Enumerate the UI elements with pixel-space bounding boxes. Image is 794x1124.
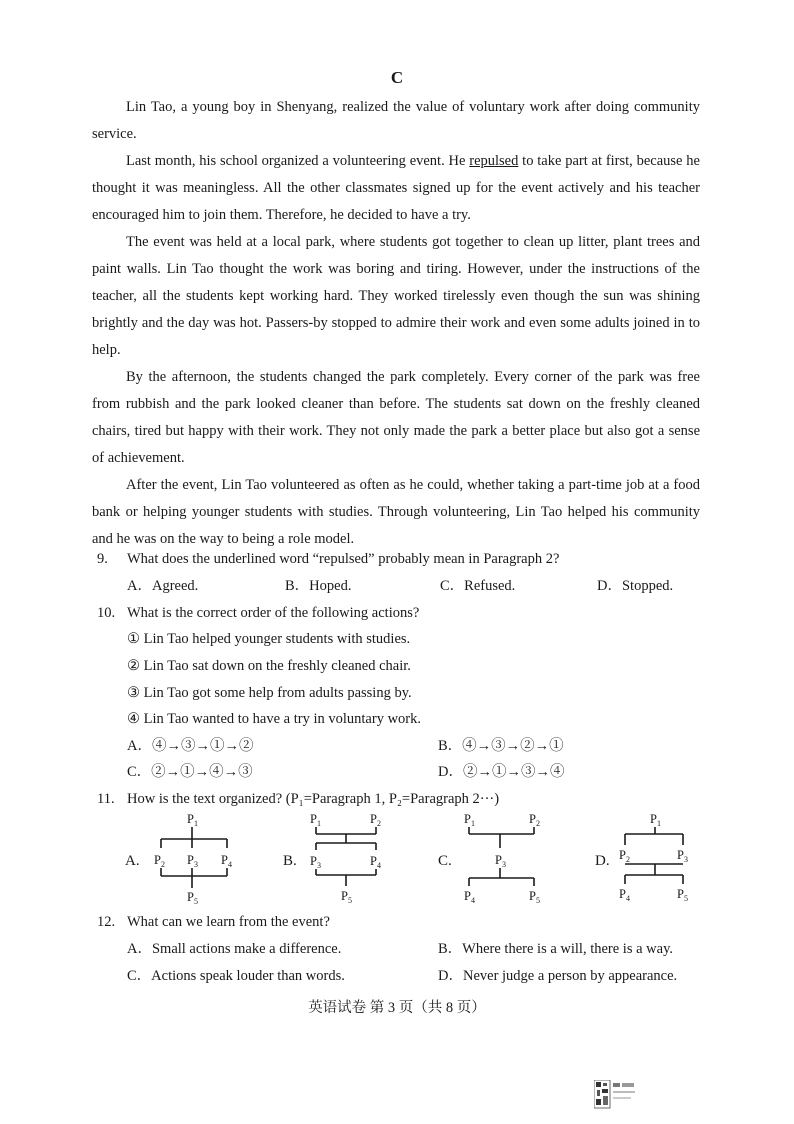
diagram-b-p4: $P_4$ (370, 854, 381, 870)
option-d[interactable]: D．Never judge a person by appearance. (438, 968, 678, 984)
option-d[interactable]: D．Stopped. (597, 578, 674, 594)
question-10 (97, 600, 697, 627)
diagram-d-p4: $P_4$ (619, 887, 630, 903)
action-item-2: ② Lin Tao sat down on the freshly cleaned chair. (127, 658, 411, 674)
question-number: 11. (97, 791, 115, 807)
action-item-4: ④ Lin Tao wanted to have a try in voluntary work. (127, 711, 421, 727)
option-a[interactable]: A．Agreed. (127, 578, 199, 594)
paragraph-2-after: to take part at first, because he thought it was meaningless. All the other classmates signed up for the event actively and his teacher encouraged him to join them. Therefore, he decided to have a try. (92, 153, 700, 223)
diagram-d-p3: $P_3$ (677, 848, 688, 864)
option-a[interactable]: A．④→③→①→② (127, 738, 254, 754)
diagram-b-p5: $P_5$ (341, 889, 352, 905)
diagram-b-p3: $P_3$ (310, 854, 321, 870)
diagram-a-p5: $P_5$ (187, 890, 198, 906)
page-footer: 英语试卷 第 3 页（共 8 页） (308, 1000, 486, 1016)
paragraph-2 (92, 148, 700, 229)
diagram-d (625, 827, 683, 884)
paragraph-4: By the afternoon, the students changed the park completely. Every corner of the park was free from rubbish and the park looked cleaner than before. The students sat down on the freshly cleaned chairs, tired but happy with their work. They not only made the park a better place but also got a sense of achievement. (92, 369, 700, 466)
question-text: What can we learn from the event? (127, 914, 330, 930)
paragraph-5: After the event, Lin Tao volunteered as often as he could, whether taking a part-time job at a food bank or helping younger students with studies. Through volunteering, Lin Tao helped his community and he was on the way to being a role model. (92, 477, 700, 547)
diagrams-svg (120, 812, 710, 907)
option-c[interactable]: C．②→①→④→③ (127, 764, 253, 780)
underlined-word: repulsed (469, 153, 519, 169)
question-number: 12. (97, 914, 116, 930)
reading-passage (92, 94, 700, 553)
action-item-3: ③ Lin Tao got some help from adults passing by. (127, 685, 412, 701)
question-11 (97, 786, 697, 813)
diagram-c-p2: $P_2$ (529, 812, 540, 828)
diagram-d-p5: $P_5$ (677, 887, 688, 903)
option-b[interactable]: B．Hoped. (285, 578, 352, 594)
option-b[interactable]: B．Where there is a will, there is a way. (438, 941, 674, 957)
option-a[interactable]: A．Small actions make a difference. (127, 941, 342, 957)
diagram-c-p5: $P_5$ (529, 889, 540, 905)
option-c-letter[interactable]: C. (438, 853, 452, 869)
diagram-a-p1: $P_1$ (187, 812, 198, 828)
action-item-1: ① Lin Tao helped younger students with studies. (127, 631, 411, 647)
diagram-b (316, 827, 376, 886)
diagram-c-p1: $P_1$ (464, 812, 475, 828)
paragraph-1: Lin Tao, a young boy in Shenyang, realized the value of voluntary work after doing community service. (92, 99, 700, 142)
qr-code-icon (594, 1080, 638, 1110)
diagram-d-p2: $P_2$ (619, 848, 630, 864)
diagram-a (161, 827, 227, 888)
diagram-c-p4: $P_4$ (464, 889, 475, 905)
question-text: What does the underlined word “repulsed” probably mean in Paragraph 2? (127, 551, 560, 567)
option-d[interactable]: D．②→①→③→④ (438, 764, 565, 780)
paragraph-2-before: Last month, his school organized a volunteering event. He (126, 153, 470, 169)
option-b[interactable]: B．④→③→②→① (438, 738, 564, 754)
option-d-letter[interactable]: D. (595, 853, 610, 869)
option-a-letter[interactable]: A. (125, 853, 140, 869)
diagram-a-p4: $P_4$ (221, 853, 232, 869)
option-b-letter[interactable]: B. (283, 853, 297, 869)
question-9 (97, 546, 697, 573)
section-title: C (390, 68, 404, 87)
diagram-a-p3: $P_3$ (187, 853, 198, 869)
structure-diagrams (120, 812, 710, 907)
option-c[interactable]: C．Refused. (440, 578, 516, 594)
question-number: 10. (97, 605, 116, 621)
diagram-c-p3: $P_3$ (495, 853, 506, 869)
diagram-a-p2: $P_2$ (154, 853, 165, 869)
question-text: What is the correct order of the following actions? (127, 605, 420, 621)
paragraph-3: The event was held at a local park, where students got together to clean up litter, plant trees and paint walls. Lin Tao thought the work was boring and tiring. However, under the instructions of the teacher, all the students kept working hard. They worked tirelessly even though the sun was shining brightly and the day was hot. Passers-by stopped to admire their work and even some adults joined in to help. (92, 234, 700, 358)
option-c[interactable]: C．Actions speak louder than words. (127, 968, 345, 984)
question-number: 9. (97, 551, 108, 567)
diagram-b-p2: $P_2$ (370, 812, 381, 828)
question-text: How is the text organized? (P₁=Paragraph 1, P₂=Paragraph 2···) (127, 791, 500, 807)
diagram-d-p1: $P_1$ (650, 812, 661, 828)
question-12 (97, 909, 697, 936)
diagram-b-p1: $P_1$ (310, 812, 321, 828)
